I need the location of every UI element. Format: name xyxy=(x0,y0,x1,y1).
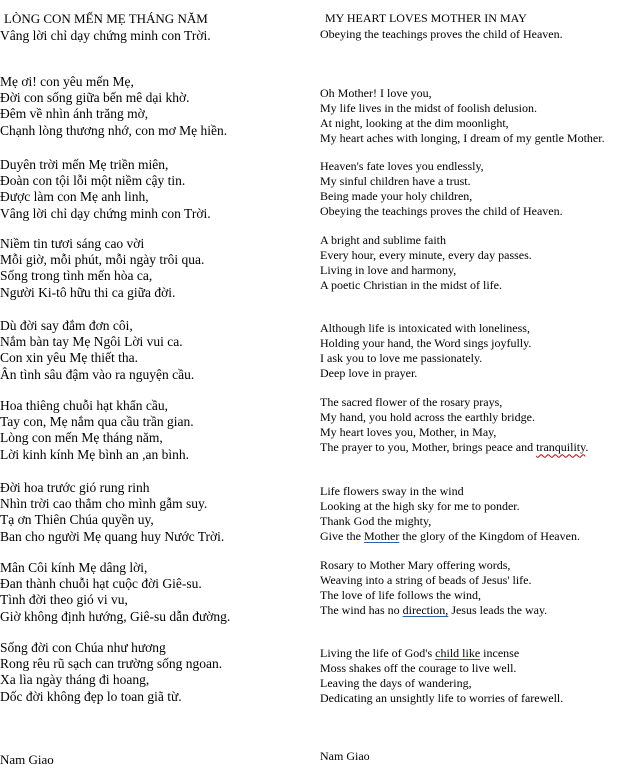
spellcheck-underline: tranquility xyxy=(536,440,586,455)
poem-line: My life lives in the midst of foolish delusion. xyxy=(320,101,537,116)
stanza xyxy=(320,646,563,706)
poem-line: A bright and sublime faith xyxy=(320,233,446,247)
poem-line: Sống đời con Chúa như hương xyxy=(0,640,166,655)
stanza xyxy=(0,74,227,139)
poem-subtitle: Obeying the teachings proves the child of Heaven. xyxy=(320,27,563,41)
poem-line: The prayer to you, Mother, brings peace and tranquility. xyxy=(320,440,589,455)
poem-line: Sống trong tình mến hòa ca, xyxy=(0,268,153,284)
poem-line: Rong rêu rũ sạch can trường sống ngoan. xyxy=(0,656,223,672)
poem-line: Xa lìa ngày tháng đi hoang, xyxy=(0,672,150,688)
poem-line: Lời kinh kính Mẹ bình an ,an bình. xyxy=(0,446,189,462)
poem-author: Nam Giao xyxy=(320,749,370,763)
poem-title: LÒNG CON MẾN MẸ THÁNG NĂM xyxy=(4,11,208,26)
spellcheck-underline: direction, xyxy=(402,603,449,618)
stanza xyxy=(0,640,222,705)
poem-line: Although life is intoxicated with loneliness, xyxy=(320,321,530,335)
poem-line: Hoa thiêng chuỗi hạt khẩn cầu, xyxy=(0,398,168,413)
poem-line: Living in love and harmony, xyxy=(320,263,457,278)
poem-line: Giờ không định hướng, Giê-su dẫn đường. xyxy=(0,608,231,624)
poem-subtitle: Vâng lời chỉ dạy chứng minh con Trời. xyxy=(0,28,211,43)
poem-author: Nam Giao xyxy=(0,752,54,767)
poem-line: Weaving into a string of beads of Jesus' life. xyxy=(320,573,532,588)
poem-line: Ân tình sâu đậm vào ra nguyện cầu. xyxy=(0,366,195,382)
poem-line: My sinful children have a trust. xyxy=(320,174,471,189)
poem-line: Rosary to Mother Mary offering words, xyxy=(320,558,511,572)
poem-line: The sacred flower of the rosary prays, xyxy=(320,395,503,409)
stanza xyxy=(320,159,563,219)
poem-line: Người Ki-tô hữu thi ca giữa đời. xyxy=(0,284,176,300)
poem-line: My hand, you hold across the earthly bridge. xyxy=(320,410,535,425)
stanza xyxy=(0,318,194,383)
poem-line: Life flowers sway in the wind xyxy=(320,484,464,498)
stanza xyxy=(320,484,580,544)
poem-line: Đoàn con tội lỗi một niềm cậy tin. xyxy=(0,173,186,189)
poem-line: Ban cho người Mẹ quang huy Nước Trời. xyxy=(0,528,225,544)
poem-line: Give the Mother the glory of the Kingdom of Heaven. xyxy=(320,529,580,544)
stanza xyxy=(320,321,531,381)
poem-line: Nắm bàn tay Mẹ Ngôi Lời vui ca. xyxy=(0,334,183,350)
poem-line: Thank God the mighty, xyxy=(320,514,432,529)
spellcheck-underline: Mother xyxy=(364,529,400,544)
poem-line: Mân Côi kính Mẹ dâng lời, xyxy=(0,560,148,575)
stanza xyxy=(320,86,605,146)
poem-line: Đời hoa trước gió rung rinh xyxy=(0,480,150,495)
poem-line: Chạnh lòng thương nhớ, con mơ Mẹ hiền. xyxy=(0,122,228,138)
poem-line: Heaven's fate loves you endlessly, xyxy=(320,159,484,173)
poem-line: Lòng con mến Mẹ tháng năm, xyxy=(0,430,163,446)
poem-line: Tay con, Mẹ nắm qua cầu trần gian. xyxy=(0,414,194,430)
poem-line: Deep love in prayer. xyxy=(320,366,418,381)
poem-line: Nhìn trời cao thẳm cho mình gẫm suy. xyxy=(0,496,208,512)
poem-line: Đêm về nhìn ánh trăng mờ, xyxy=(0,106,149,122)
poem-line: At night, looking at the dim moonlight, xyxy=(320,116,509,131)
poem-line: Con xin yêu Mẹ thiết tha. xyxy=(0,350,138,366)
poem-line: Mẹ ơi! con yêu mến Mẹ, xyxy=(0,74,134,89)
poem-line: Dedicating an unsightly life to worries of farewell. xyxy=(320,691,564,706)
stanza xyxy=(320,395,588,455)
poem-line: Leaving the days of wandering, xyxy=(320,676,472,691)
stanza xyxy=(0,560,230,625)
poem-line: Dốc đời không đẹp lo toan giã từ. xyxy=(0,688,182,704)
poem-line: Oh Mother! I love you, xyxy=(320,86,432,100)
poem-line: A poetic Christian in the midst of life. xyxy=(320,278,502,293)
poem-line: Being made your holy children, xyxy=(320,189,473,204)
poem-line: Holding your hand, the Word sings joyfully. xyxy=(320,336,532,351)
poem-line: Đời con sống giữa bến mê dại khờ. xyxy=(0,90,190,106)
poem-line: Every hour, every minute, every day passes. xyxy=(320,248,532,263)
poem-line: The wind has no direction, Jesus leads the way. xyxy=(320,603,548,618)
poem-line: Obeying the teachings proves the child of Heaven. xyxy=(320,204,563,219)
poem-line: Mỗi giờ, mỗi phút, mỗi ngày trôi qua. xyxy=(0,252,205,268)
spellcheck-underline: child like xyxy=(435,646,481,660)
poem-line: Vâng lời chỉ dạy chứng minh con Trời. xyxy=(0,205,211,221)
poem-line: My heart aches with longing, I dream of my gentle Mother. xyxy=(320,131,605,146)
poem-line: The love of life follows the wind, xyxy=(320,588,481,603)
poem-line: Tình đời theo gió vi vu, xyxy=(0,592,128,608)
poem-line: Duyên trời mến Mẹ triền miên, xyxy=(0,157,169,172)
poem-line: Dù đời say đắm đơn côi, xyxy=(0,318,133,333)
poem-line: Được làm con Mẹ anh linh, xyxy=(0,189,149,205)
poem-line: I ask you to love me passionately. xyxy=(320,351,483,366)
poem-line: Moss shakes off the courage to live well. xyxy=(320,661,517,676)
stanza xyxy=(320,233,532,293)
poem-line: My heart loves you, Mother, in May, xyxy=(320,425,497,440)
poem-title: MY HEART LOVES MOTHER IN MAY xyxy=(325,11,527,25)
poem-line: Tạ ơn Thiên Chúa quyền uy, xyxy=(0,512,154,528)
stanza xyxy=(320,558,547,618)
stanza xyxy=(0,157,211,222)
poem-line: Living the life of God's child like incense xyxy=(320,646,520,660)
stanza xyxy=(0,480,224,545)
poem-line: Đan thành chuỗi hạt cuộc đời Giê-su. xyxy=(0,576,202,592)
poem-line: Niềm tin tươi sáng cao vời xyxy=(0,236,145,251)
poem-line: Looking at the high sky for me to ponder. xyxy=(320,499,520,514)
stanza xyxy=(0,236,204,301)
stanza xyxy=(0,398,194,463)
